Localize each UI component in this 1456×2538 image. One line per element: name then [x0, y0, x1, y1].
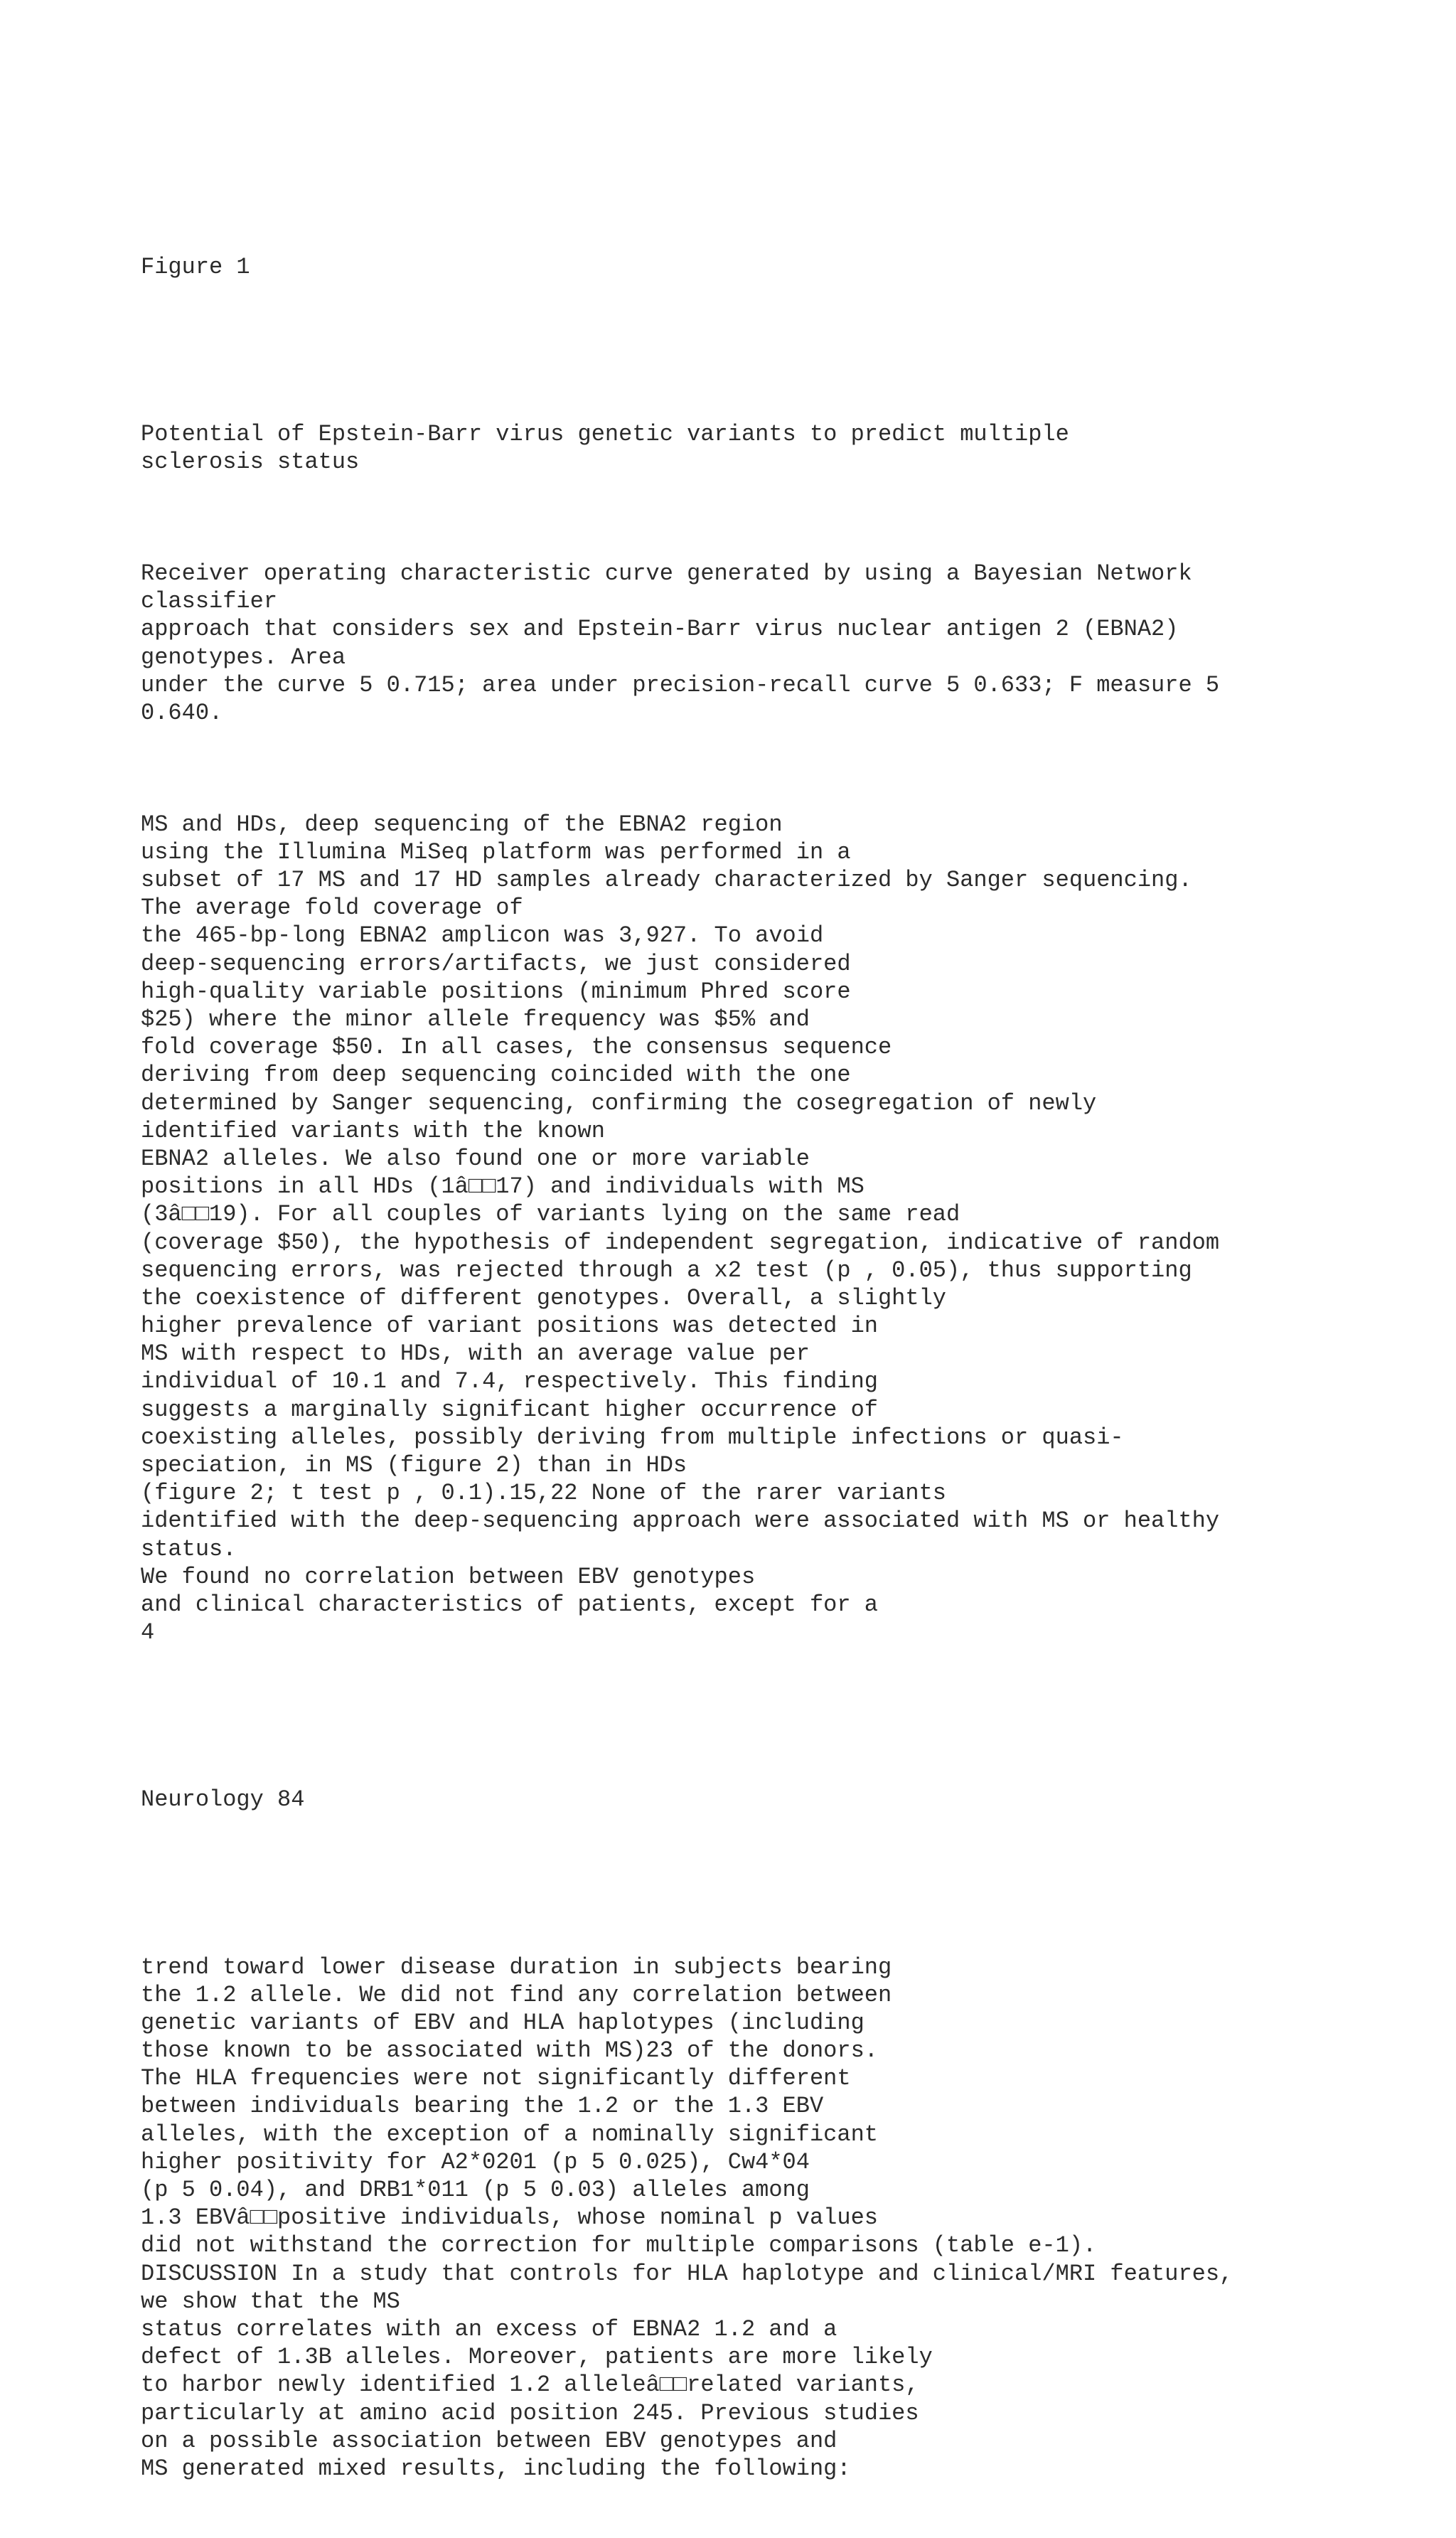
text-line: subset of 17 MS and 17 HD samples already characterized by Sanger sequencing.: [141, 867, 1192, 894]
text-line: higher prevalence of variant positions was detected in: [141, 1313, 878, 1340]
text-line: alleles, with the exception of a nominally significant: [141, 2121, 878, 2148]
text-line: the 1.2 allele. We did not find any correlation between: [141, 1981, 892, 2008]
text-line: The HLA frequencies were not significantly different: [141, 2065, 851, 2092]
text-line: MS generated mixed results, including the following:: [141, 2455, 851, 2482]
text-line: the coexistence of different genotypes. Overall, a slightly: [141, 1284, 946, 1311]
text-line: sequencing errors, was rejected through a x2 test (p , 0.05), thus supporting: [141, 1257, 1192, 1284]
text-line: (3â□□19). For all couples of variants lying on the same read: [141, 1201, 960, 1228]
text-line: coexisting alleles, possibly deriving from multiple infections or quasi-: [141, 1424, 1124, 1451]
figure-caption: [141, 560, 1442, 727]
text-line: Potential of Epstein-Barr virus genetic variants to predict multiple: [141, 421, 1069, 447]
text-line: EBNA2 alleles. We also found one or more variable: [141, 1145, 810, 1172]
text-line: trend toward lower disease duration in subjects bearing: [141, 1953, 892, 1980]
text-line: (coverage $50), the hypothesis of independent segregation, indicative of random: [141, 1229, 1220, 1256]
text-line: positions in all HDs (1â□□17) and individuals with MS: [141, 1173, 864, 1200]
text-line: MS and HDs, deep sequencing of the EBNA2 region: [141, 811, 783, 838]
text-line: The average fold coverage of: [141, 895, 523, 922]
text-line: high-quality variable positions (minimum Phred score: [141, 978, 851, 1005]
text-line: those known to be associated with MS)23 of the donors.: [141, 2037, 878, 2064]
text-line: we show that the MS: [141, 2288, 400, 2315]
text-line: status.: [141, 1535, 237, 1562]
text-line: under the curve 5 0.715; area under precision-recall curve 5 0.633; F measure 5: [141, 671, 1220, 698]
text-line: 4: [141, 1619, 155, 1646]
text-line: speciation, in MS (figure 2) than in HDs: [141, 1452, 687, 1478]
body-text-section-2: [141, 1953, 1442, 2483]
journal-footer: Neurology 84: [141, 1786, 305, 1813]
text-line: suggests a marginally significant higher occurrence of: [141, 1396, 878, 1423]
text-line: particularly at amino acid position 245. Previous studies: [141, 2399, 919, 2426]
text-line: did not withstand the correction for multiple comparisons (table e-1).: [141, 2232, 1097, 2259]
body-text-section-1: [141, 811, 1442, 1647]
text-line: defect of 1.3B alleles. Moreover, patients are more likely: [141, 2344, 933, 2371]
text-line: $25) where the minor allele frequency was $5% and: [141, 1006, 810, 1033]
text-line: MS with respect to HDs, with an average value per: [141, 1340, 810, 1367]
text-line: individual of 10.1 and 7.4, respectively. This finding: [141, 1368, 878, 1395]
text-line: between individuals bearing the 1.2 or the 1.3 EBV: [141, 2093, 824, 2120]
text-line: identified with the deep-sequencing approach were associated with MS or healthy: [141, 1508, 1220, 1535]
text-line: on a possible association between EBV genotypes and: [141, 2427, 837, 2454]
text-line: to harbor newly identified 1.2 alleleâ□□related variants,: [141, 2372, 919, 2399]
text-line: (p 5 0.04), and DRB1*011 (p 5 0.03) alleles among: [141, 2177, 810, 2203]
text-line: deep-sequencing errors/artifacts, we just considered: [141, 950, 851, 977]
text-line: 1.3 EBVâ□□positive individuals, whose nominal p values: [141, 2204, 878, 2232]
text-line: 0.640.: [141, 699, 223, 726]
text-line: and clinical characteristics of patients, except for a: [141, 1591, 878, 1618]
document-page: [141, 142, 1442, 2538]
text-line: using the Illumina MiSeq platform was performed in a: [141, 838, 851, 865]
text-line: the 465-bp-long EBNA2 amplicon was 3,927. To avoid: [141, 922, 824, 949]
text-line: DISCUSSION In a study that controls for HLA haplotype and clinical/MRI features,: [141, 2260, 1233, 2287]
figure-title: [141, 420, 1442, 476]
figure-label: Figure 1: [141, 253, 250, 280]
text-line: deriving from deep sequencing coincided with the one: [141, 1062, 851, 1089]
text-line: sclerosis status: [141, 449, 360, 476]
text-line: classifier: [141, 588, 278, 615]
text-line: fold coverage $50. In all cases, the consensus sequence: [141, 1034, 892, 1061]
text-line: We found no correlation between EBV genotypes: [141, 1563, 756, 1590]
text-line: approach that considers sex and Epstein-Barr virus nuclear antigen 2 (EBNA2): [141, 616, 1179, 643]
text-line: higher positivity for A2*0201 (p 5 0.025), Cw4*04: [141, 2148, 810, 2175]
text-line: (figure 2; t test p , 0.1).15,22 None of the rarer variants: [141, 1480, 946, 1507]
text-line: Receiver operating characteristic curve generated by using a Bayesian Network: [141, 560, 1192, 587]
text-line: determined by Sanger sequencing, confirming the cosegregation of newly: [141, 1089, 1097, 1116]
text-line: genetic variants of EBV and HLA haplotypes (including: [141, 2009, 864, 2036]
text-line: genotypes. Area: [141, 644, 346, 671]
text-line: identified variants with the known: [141, 1117, 605, 1144]
text-line: status correlates with an excess of EBNA2 1.2 and a: [141, 2315, 837, 2342]
